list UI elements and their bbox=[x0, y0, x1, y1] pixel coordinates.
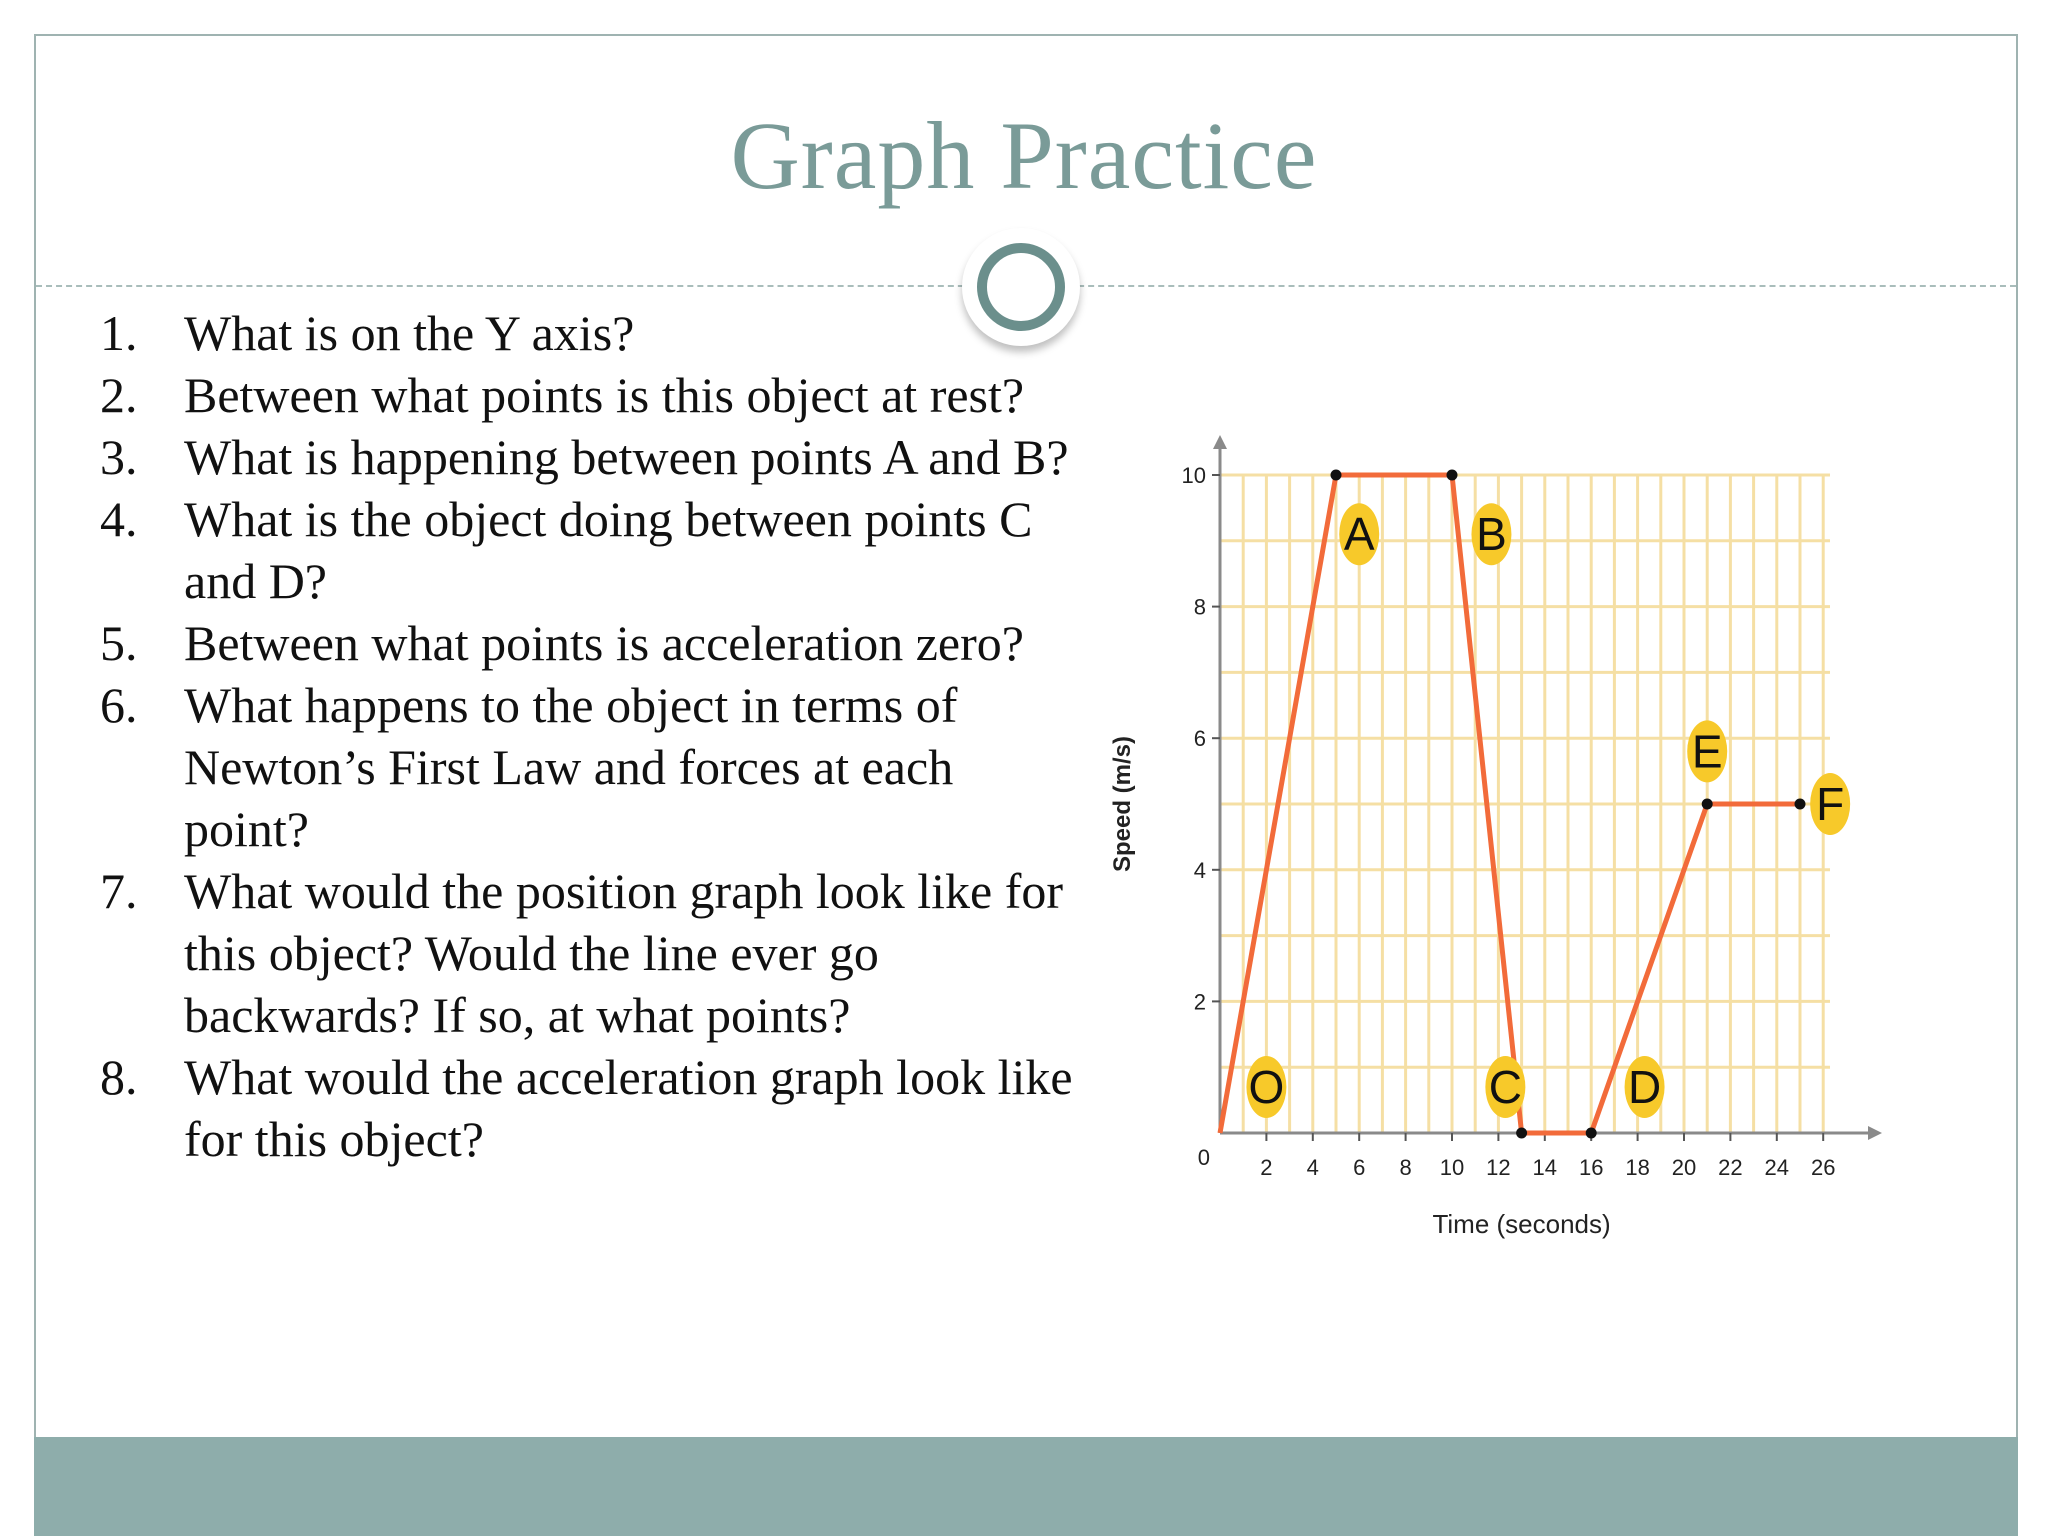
question-list bbox=[100, 302, 1090, 1170]
y-tick-label: 10 bbox=[1181, 463, 1206, 488]
question-item bbox=[100, 426, 1090, 488]
question-text: What is happening between points A and B? bbox=[184, 429, 1069, 485]
question-item bbox=[100, 302, 1090, 364]
question-number: 6. bbox=[100, 677, 138, 733]
x-tick-label: 2 bbox=[1260, 1155, 1273, 1180]
question-text: What is the object doing between points C and D? bbox=[184, 491, 1033, 609]
data-point bbox=[1586, 1128, 1597, 1139]
x-tick-label: 26 bbox=[1810, 1155, 1836, 1180]
point-label: C bbox=[1488, 1060, 1522, 1113]
x-tick-label: 12 bbox=[1486, 1155, 1511, 1180]
x-tick-label: 4 bbox=[1306, 1155, 1319, 1180]
data-point bbox=[1447, 470, 1458, 481]
x-tick-label: 24 bbox=[1764, 1155, 1790, 1180]
point-label: E bbox=[1691, 725, 1723, 778]
data-point bbox=[1331, 470, 1342, 481]
question-text: Between what points is acceleration zero? bbox=[184, 615, 1024, 671]
question-text: Between what points is this object at rest? bbox=[184, 367, 1025, 423]
x-tick-label: 14 bbox=[1532, 1155, 1558, 1180]
data-point bbox=[1795, 799, 1806, 810]
point-label: B bbox=[1476, 508, 1507, 561]
data-point bbox=[1516, 1128, 1527, 1139]
data-point bbox=[1702, 799, 1713, 810]
question-item bbox=[100, 860, 1090, 1046]
point-label: D bbox=[1627, 1060, 1662, 1113]
question-number: 8. bbox=[100, 1049, 138, 1105]
question-number: 7. bbox=[100, 863, 138, 919]
question-item bbox=[100, 488, 1090, 612]
question-item bbox=[100, 674, 1090, 860]
y-tick-label: 6 bbox=[1193, 726, 1206, 752]
x-tick-label: 20 bbox=[1671, 1155, 1697, 1180]
question-number: 3. bbox=[100, 429, 138, 485]
question-item bbox=[100, 1046, 1090, 1170]
slide-title: Graph Practice bbox=[730, 102, 1318, 209]
point-label: F bbox=[1816, 778, 1845, 830]
question-text: What is on the Y axis? bbox=[184, 305, 635, 361]
x-axis-label: Time (seconds) bbox=[1432, 1209, 1611, 1239]
x-tick-label: 22 bbox=[1718, 1155, 1743, 1180]
question-number: 2. bbox=[100, 367, 138, 423]
x-tick-label: 18 bbox=[1625, 1155, 1650, 1180]
question-item bbox=[100, 364, 1090, 426]
point-label: O bbox=[1248, 1060, 1285, 1113]
question-number: 4. bbox=[100, 491, 138, 547]
question-text: What would the position graph look like for this object? Would the line ever go backwards? If so, at what points? bbox=[184, 863, 1064, 1043]
point-label: A bbox=[1343, 508, 1375, 561]
y-tick-label: 8 bbox=[1193, 594, 1206, 620]
question-number: 1. bbox=[100, 305, 138, 361]
question-text: What would the acceleration graph look like for this object? bbox=[184, 1049, 1073, 1167]
x-tick-label: 8 bbox=[1399, 1155, 1412, 1180]
x-tick-label: 10 bbox=[1439, 1155, 1465, 1180]
question-number: 5. bbox=[100, 615, 138, 671]
y-tick-label: 4 bbox=[1193, 857, 1206, 883]
y-axis-arrow-icon bbox=[1213, 435, 1227, 449]
y-axis-label: Speed (m/s) bbox=[1109, 735, 1136, 873]
y-tick-label: 2 bbox=[1193, 989, 1206, 1015]
x-axis-arrow-icon bbox=[1868, 1126, 1882, 1140]
x-tick-label: 6 bbox=[1353, 1155, 1366, 1180]
question-item bbox=[100, 612, 1090, 674]
footer-bar bbox=[34, 1437, 2018, 1536]
origin-label: 0 bbox=[1197, 1145, 1210, 1170]
question-text: What happens to the object in terms of Newton’s First Law and forces at each point? bbox=[184, 677, 958, 857]
speed-time-chart bbox=[1100, 420, 1900, 1280]
x-tick-label: 16 bbox=[1578, 1155, 1604, 1180]
